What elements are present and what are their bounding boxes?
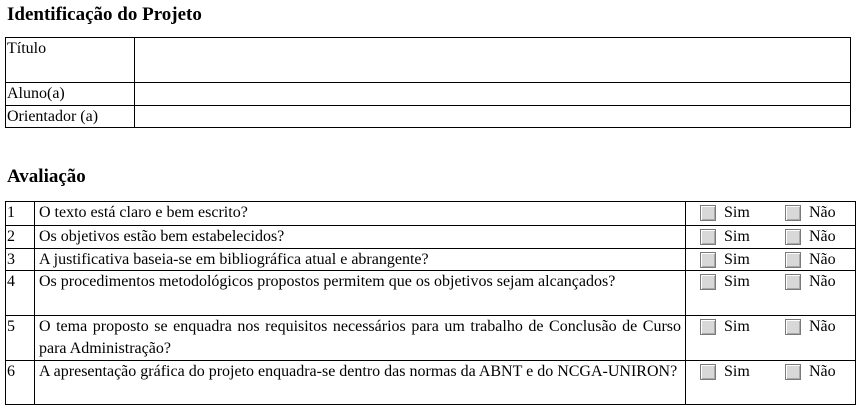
evaluation-row	[6, 360, 855, 404]
answer-options	[685, 226, 855, 248]
yes-checkbox[interactable]	[700, 274, 716, 290]
title-field[interactable]	[134, 38, 850, 82]
item-number: 5	[7, 318, 15, 335]
yes-label: Sim	[724, 318, 750, 335]
item-number: 2	[7, 228, 15, 245]
identification-row-advisor	[6, 105, 850, 128]
evaluation-table	[5, 201, 856, 405]
answer-options	[685, 249, 855, 270]
item-question: O tema proposto se enquadra nos requisitos necessários para um trabalho de Conclusão de Curso para Administração?	[34, 316, 685, 360]
evaluation-row	[6, 270, 855, 315]
section-title-identification: Identificação do Projeto	[7, 4, 202, 25]
no-checkbox[interactable]	[785, 252, 801, 268]
no-label: Não	[809, 204, 836, 221]
option-no[interactable]	[785, 318, 836, 336]
student-field[interactable]	[134, 83, 850, 105]
identification-row-title	[6, 38, 850, 82]
no-label: Não	[809, 318, 836, 335]
item-question: O texto está claro e bem escrito?	[34, 202, 685, 225]
no-checkbox[interactable]	[785, 274, 801, 290]
yes-label: Sim	[724, 273, 750, 290]
option-yes[interactable]	[700, 228, 750, 246]
option-no[interactable]	[785, 204, 836, 222]
yes-label: Sim	[724, 204, 750, 221]
yes-label: Sim	[724, 228, 750, 245]
item-number: 4	[7, 273, 15, 290]
evaluation-row	[6, 202, 855, 225]
answer-options	[685, 202, 855, 225]
identification-table	[5, 37, 851, 128]
no-label: Não	[809, 363, 836, 380]
title-label: Título	[7, 40, 47, 57]
yes-checkbox[interactable]	[700, 229, 716, 245]
student-label: Aluno(a)	[7, 85, 65, 102]
no-checkbox[interactable]	[785, 319, 801, 335]
item-question: A apresentação gráfica do projeto enquadra-se dentro das normas da ABNT e do NCGA-UNIRON?	[34, 361, 685, 404]
yes-checkbox[interactable]	[700, 252, 716, 268]
option-yes[interactable]	[700, 204, 750, 222]
yes-checkbox[interactable]	[700, 205, 716, 221]
no-checkbox[interactable]	[785, 364, 801, 380]
option-yes[interactable]	[700, 251, 750, 269]
option-no[interactable]	[785, 273, 836, 291]
item-question: Os procedimentos metodológicos propostos permitem que os objetivos sejam alcançados?	[34, 271, 685, 315]
no-label: Não	[809, 251, 836, 268]
evaluation-row	[6, 315, 855, 360]
identification-row-student	[6, 82, 850, 105]
evaluation-row	[6, 225, 855, 248]
no-checkbox[interactable]	[785, 229, 801, 245]
answer-options	[685, 271, 855, 315]
yes-checkbox[interactable]	[700, 364, 716, 380]
no-label: Não	[809, 228, 836, 245]
advisor-label: Orientador (a)	[7, 108, 99, 125]
option-yes[interactable]	[700, 318, 750, 336]
option-no[interactable]	[785, 228, 836, 246]
option-yes[interactable]	[700, 273, 750, 291]
item-question: A justificativa baseia-se em bibliográfica atual e abrangente?	[34, 249, 685, 270]
option-no[interactable]	[785, 251, 836, 269]
no-checkbox[interactable]	[785, 205, 801, 221]
yes-checkbox[interactable]	[700, 319, 716, 335]
yes-label: Sim	[724, 363, 750, 380]
option-yes[interactable]	[700, 363, 750, 381]
no-label: Não	[809, 273, 836, 290]
yes-label: Sim	[724, 251, 750, 268]
item-number: 6	[7, 363, 15, 380]
item-number: 3	[7, 251, 15, 268]
advisor-field[interactable]	[134, 106, 850, 128]
section-title-evaluation: Avaliação	[7, 166, 86, 187]
item-number: 1	[7, 204, 15, 221]
answer-options	[685, 316, 855, 360]
answer-options	[685, 361, 855, 404]
evaluation-row	[6, 248, 855, 270]
item-question: Os objetivos estão bem estabelecidos?	[34, 226, 685, 248]
option-no[interactable]	[785, 363, 836, 381]
